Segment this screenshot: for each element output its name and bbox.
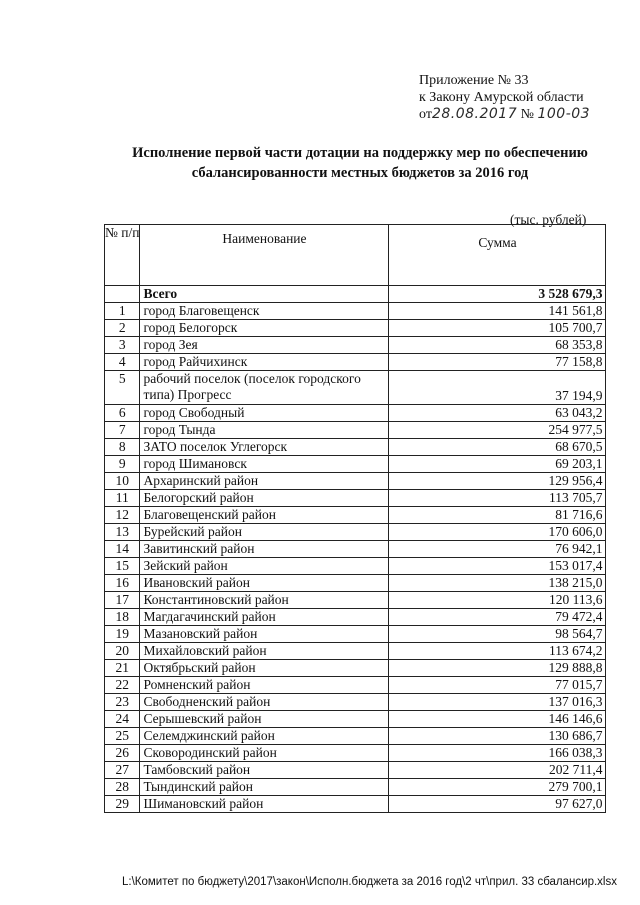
- row-number: 25: [105, 728, 140, 745]
- row-number: 6: [105, 405, 140, 422]
- row-number: 8: [105, 439, 140, 456]
- table-row: [105, 473, 606, 490]
- table-row: [105, 711, 606, 728]
- table-row: [105, 575, 606, 592]
- column-header-number: № п/п: [105, 225, 140, 286]
- row-number: 27: [105, 762, 140, 779]
- subsidy-table: [104, 224, 606, 813]
- table-row: [105, 541, 606, 558]
- handwritten-number: 100-03: [537, 106, 591, 122]
- table-row: [105, 405, 606, 422]
- row-number: 4: [105, 354, 140, 371]
- table-row: [105, 337, 606, 354]
- law-reference: к Закону Амурской области: [419, 90, 584, 105]
- row-name: Михайловский район: [140, 643, 389, 660]
- row-number: 29: [105, 796, 140, 813]
- row-sum: 146 146,6: [389, 711, 606, 728]
- table-row: [105, 422, 606, 439]
- row-sum: 113 674,2: [389, 643, 606, 660]
- number-prefix: №: [520, 107, 534, 122]
- row-sum: 77 015,7: [389, 677, 606, 694]
- row-name: Магдагачинский район: [140, 609, 389, 626]
- row-name: Свободненский район: [140, 694, 389, 711]
- row-number: 19: [105, 626, 140, 643]
- row-number: 23: [105, 694, 140, 711]
- table-row: [105, 626, 606, 643]
- row-number: 15: [105, 558, 140, 575]
- appendix-number: Приложение № 33: [419, 73, 529, 88]
- row-name: рабочий поселок (поселок городского типа) Прогресс: [140, 371, 389, 405]
- row-sum: 81 716,6: [389, 507, 606, 524]
- row-sum: 113 705,7: [389, 490, 606, 507]
- row-name: Завитинский район: [140, 541, 389, 558]
- row-sum: 63 043,2: [389, 405, 606, 422]
- table-row: [105, 677, 606, 694]
- row-name: Мазановский район: [140, 626, 389, 643]
- row-name: Тындинский район: [140, 779, 389, 796]
- file-path-footer: L:\Комитет по бюджету\2017\закон\Исполн.бюджета за 2016 год\2 чт\прил. 33 сбалансир.xlsx: [122, 876, 617, 888]
- total-value: 3 528 679,3: [389, 286, 606, 303]
- row-sum: 254 977,5: [389, 422, 606, 439]
- total-number-cell: [105, 286, 140, 303]
- row-sum: 37 194,9: [389, 371, 606, 405]
- row-name: Тамбовский район: [140, 762, 389, 779]
- table-row: [105, 439, 606, 456]
- row-sum: 69 203,1: [389, 456, 606, 473]
- row-name: Благовещенский район: [140, 507, 389, 524]
- row-number: 10: [105, 473, 140, 490]
- row-sum: 279 700,1: [389, 779, 606, 796]
- row-number: 26: [105, 745, 140, 762]
- table-row: [105, 320, 606, 337]
- table-row: [105, 609, 606, 626]
- row-sum: 79 472,4: [389, 609, 606, 626]
- row-sum: 202 711,4: [389, 762, 606, 779]
- row-number: 24: [105, 711, 140, 728]
- table-row: [105, 354, 606, 371]
- row-name: Сковородинский район: [140, 745, 389, 762]
- table-row: [105, 643, 606, 660]
- table-row: [105, 728, 606, 745]
- total-row: [105, 286, 606, 303]
- row-number: 11: [105, 490, 140, 507]
- law-date-line: [419, 106, 590, 123]
- row-sum: 97 627,0: [389, 796, 606, 813]
- table-row: [105, 779, 606, 796]
- row-name: город Свободный: [140, 405, 389, 422]
- row-name: Зейский район: [140, 558, 389, 575]
- appendix-header: [419, 72, 590, 123]
- table-row: [105, 303, 606, 320]
- row-number: 20: [105, 643, 140, 660]
- row-number: 3: [105, 337, 140, 354]
- row-number: 14: [105, 541, 140, 558]
- table-header-row: [105, 225, 606, 286]
- row-number: 28: [105, 779, 140, 796]
- row-name: Белогорский район: [140, 490, 389, 507]
- title-line-1: Исполнение первой части дотации на поддержку мер по обеспечению: [132, 145, 588, 161]
- row-number: 5: [105, 371, 140, 405]
- row-name: Архаринский район: [140, 473, 389, 490]
- row-sum: 77 158,8: [389, 354, 606, 371]
- row-sum: 120 113,6: [389, 592, 606, 609]
- row-sum: 68 670,5: [389, 439, 606, 456]
- row-name: город Шимановск: [140, 456, 389, 473]
- row-sum: 129 888,8: [389, 660, 606, 677]
- table-row: [105, 796, 606, 813]
- table-row: [105, 524, 606, 541]
- row-number: 9: [105, 456, 140, 473]
- row-name: город Тында: [140, 422, 389, 439]
- column-header-name: Наименование: [140, 225, 389, 286]
- row-number: 12: [105, 507, 140, 524]
- row-sum: 76 942,1: [389, 541, 606, 558]
- row-name: ЗАТО поселок Углегорск: [140, 439, 389, 456]
- row-sum: 130 686,7: [389, 728, 606, 745]
- row-sum: 138 215,0: [389, 575, 606, 592]
- table-row: [105, 745, 606, 762]
- table-row: [105, 371, 606, 405]
- row-name: город Белогорск: [140, 320, 389, 337]
- row-number: 18: [105, 609, 140, 626]
- row-name: город Райчихинск: [140, 354, 389, 371]
- table-row: [105, 456, 606, 473]
- table-row: [105, 558, 606, 575]
- row-sum: 170 606,0: [389, 524, 606, 541]
- title-line-2: сбалансированности местных бюджетов за 2016 год: [191, 165, 529, 181]
- table-row: [105, 507, 606, 524]
- row-sum: 68 353,8: [389, 337, 606, 354]
- row-name: Октябрьский район: [140, 660, 389, 677]
- table-row: [105, 592, 606, 609]
- total-label: Всего: [140, 286, 389, 303]
- row-name: Бурейский район: [140, 524, 389, 541]
- row-name: Константиновский район: [140, 592, 389, 609]
- row-name: Ивановский район: [140, 575, 389, 592]
- table-row: [105, 490, 606, 507]
- document-title: [100, 143, 620, 183]
- row-sum: 137 016,3: [389, 694, 606, 711]
- row-number: 1: [105, 303, 140, 320]
- row-name: Селемджинский район: [140, 728, 389, 745]
- row-sum: 98 564,7: [389, 626, 606, 643]
- column-header-sum: Сумма: [389, 225, 606, 286]
- units-label: (тыс. рублей): [510, 212, 587, 227]
- row-number: 13: [105, 524, 140, 541]
- row-sum: 129 956,4: [389, 473, 606, 490]
- row-sum: 105 700,7: [389, 320, 606, 337]
- row-number: 22: [105, 677, 140, 694]
- row-name: Ромненский район: [140, 677, 389, 694]
- row-number: 2: [105, 320, 140, 337]
- table-row: [105, 660, 606, 677]
- row-name: город Зея: [140, 337, 389, 354]
- row-name: город Благовещенск: [140, 303, 389, 320]
- row-number: 17: [105, 592, 140, 609]
- row-number: 21: [105, 660, 140, 677]
- table-row: [105, 762, 606, 779]
- handwritten-date: 28.08.2017: [431, 106, 518, 122]
- table-row: [105, 694, 606, 711]
- row-sum: 153 017,4: [389, 558, 606, 575]
- row-number: 7: [105, 422, 140, 439]
- date-prefix: от: [419, 107, 432, 122]
- row-sum: 166 038,3: [389, 745, 606, 762]
- row-name: Серышевский район: [140, 711, 389, 728]
- row-sum: 141 561,8: [389, 303, 606, 320]
- row-number: 16: [105, 575, 140, 592]
- row-name: Шимановский район: [140, 796, 389, 813]
